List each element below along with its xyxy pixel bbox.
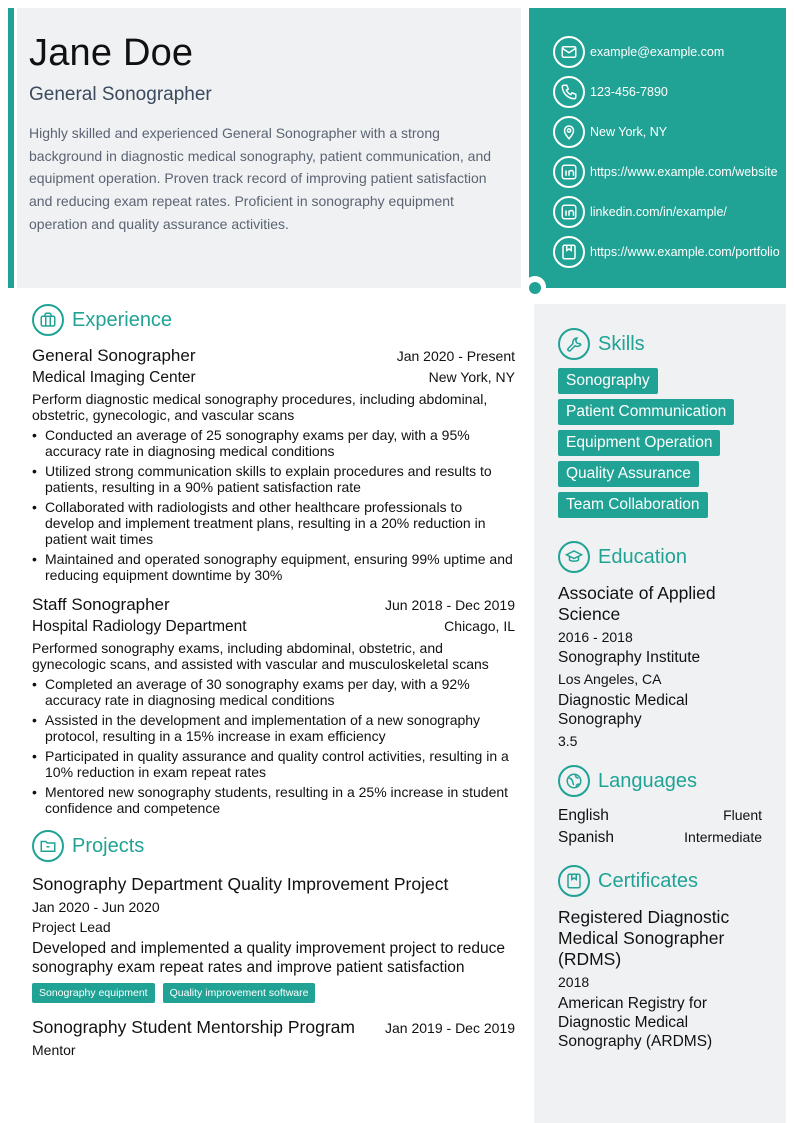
- project-dates: Jan 2019 - Dec 2019: [385, 1020, 515, 1036]
- email-icon: [553, 36, 585, 68]
- projects-heading: [32, 830, 515, 862]
- folder-icon: [32, 830, 64, 862]
- language-level: Fluent: [723, 807, 762, 823]
- experience-heading: [32, 304, 515, 336]
- contact-portfolio-text: https://www.example.com/portfolio: [590, 245, 780, 259]
- phone-icon: [553, 76, 585, 108]
- header-summary-panel: [17, 8, 521, 288]
- project-item: [32, 874, 515, 1003]
- skill-badge: Sonography: [558, 368, 658, 394]
- project-role: Project Lead: [32, 919, 111, 935]
- projects-title: Projects: [72, 834, 145, 857]
- job-dates: Jan 2020 - Present: [396, 348, 515, 364]
- list-item: • Mentored new sonography students, resulting in a 25% increase in student confidence and competence: [32, 784, 515, 816]
- certificates-heading: [558, 865, 762, 897]
- languages-title: Languages: [598, 769, 697, 792]
- list-item: • Conducted an average of 25 sonography exams per day, with a 95% accuracy rate in diagnosing medical conditions: [32, 427, 515, 459]
- contact-phone-text: 123-456-7890: [590, 85, 668, 99]
- contact-linkedin[interactable]: [529, 192, 786, 232]
- language-level: Intermediate: [684, 829, 762, 845]
- divider-dot: [524, 276, 546, 298]
- education-gpa: 3.5: [558, 733, 578, 749]
- contact-phone[interactable]: [529, 72, 786, 112]
- contact-website-text: https://www.example.com/website: [590, 165, 778, 179]
- skill-badge: Team Collaboration: [558, 492, 708, 518]
- job-title: General Sonographer: [32, 346, 196, 365]
- project-title: Sonography Student Mentorship Program: [32, 1017, 355, 1037]
- job-bullets: [32, 427, 515, 583]
- language-name: Spanish: [558, 829, 615, 846]
- contact-website[interactable]: [529, 152, 786, 192]
- contact-portfolio[interactable]: [529, 232, 786, 272]
- language-item: [558, 807, 762, 825]
- job-location: Chicago, IL: [444, 618, 515, 634]
- project-tag: Sonography equipment: [32, 983, 155, 1003]
- wrench-icon: [558, 328, 590, 360]
- linkedin-icon: [553, 156, 585, 188]
- list-item: • Assisted in the development and implementation of a new sonography protocol, resulting in a 15% increase in exam efficiency: [32, 712, 515, 744]
- project-item: [32, 1017, 515, 1058]
- job-description: Perform diagnostic medical sonography procedures, including abdominal, obstetric, gynecologic, and vascular scans: [32, 391, 488, 423]
- education-title: Education: [598, 545, 687, 568]
- contact-linkedin-text: linkedin.com/in/example/: [590, 205, 727, 219]
- certificate-org: American Registry for Diagnostic Medical Sonography (ARDMS): [558, 995, 713, 1050]
- experience-item: [32, 595, 515, 816]
- list-item: • Collaborated with radiologists and other healthcare professionals to develop and implement treatment plans, resulting in a 20% reduction in patient wait times: [32, 499, 515, 547]
- accent-bar: [8, 8, 14, 288]
- project-role: Mentor: [32, 1042, 76, 1058]
- job-company: Medical Imaging Center: [32, 369, 196, 386]
- education-major: Diagnostic Medical Sonography: [558, 692, 689, 728]
- candidate-role: General Sonographer: [29, 84, 212, 105]
- experience-item: [32, 346, 515, 583]
- language-item: [558, 829, 762, 847]
- project-description: Developed and implemented a quality improvement project to reduce sonography exam repeat rates and improve patient satisfaction: [32, 940, 506, 976]
- job-dates: Jun 2018 - Dec 2019: [385, 597, 515, 613]
- project-tags: [32, 983, 515, 1003]
- briefcase-icon: [32, 304, 64, 336]
- location-icon: [553, 116, 585, 148]
- skill-badge: Quality Assurance: [558, 461, 699, 487]
- candidate-name: Jane Doe: [29, 32, 194, 74]
- certificate-icon: [558, 865, 590, 897]
- list-item: • Completed an average of 30 sonography exams per day, with a 92% accuracy rate in diagnosing medical conditions: [32, 676, 515, 708]
- language-name: English: [558, 807, 609, 824]
- portfolio-icon: [553, 236, 585, 268]
- contact-email-text: example@example.com: [590, 45, 725, 59]
- main-column: [32, 304, 515, 1058]
- skills-title: Skills: [598, 332, 645, 355]
- job-company: Hospital Radiology Department: [32, 618, 247, 635]
- skill-badge: Equipment Operation: [558, 430, 720, 456]
- job-title: Staff Sonographer: [32, 595, 170, 614]
- job-bullets: [32, 676, 515, 816]
- list-item: • Maintained and operated sonography equipment, ensuring 99% uptime and reducing equipment downtime by 30%: [32, 551, 515, 583]
- skills-heading: [558, 328, 762, 360]
- globe-icon: [558, 765, 590, 797]
- list-item: • Participated in quality assurance and quality control activities, resulting in a 10% reduction in exam repeat rates: [32, 748, 515, 780]
- education-heading: [558, 541, 762, 573]
- contact-panel: [529, 8, 786, 288]
- education-location: Los Angeles, CA: [558, 671, 662, 687]
- certificates-title: Certificates: [598, 869, 699, 892]
- summary-text: Highly skilled and experienced General Sonographer with a strong background in diagnostic medical sonography, patient communication, and equipment operation. Proven track record of improving patient satisfaction and reducing exam repeat rates. Proficient in sonography equipment operation and quality assurance activities.: [29, 125, 492, 232]
- list-item: • Utilized strong communication skills to explain procedures and results to patients, resulting in a 90% patient satisfaction rate: [32, 463, 515, 495]
- job-location: New York, NY: [428, 369, 515, 385]
- project-title: Sonography Department Quality Improvement Project: [32, 874, 449, 894]
- contact-location: [529, 112, 786, 152]
- certificate-name: Registered Diagnostic Medical Sonographer (RDMS): [558, 907, 730, 969]
- education-school: Sonography Institute: [558, 649, 701, 666]
- contact-email[interactable]: [529, 32, 786, 72]
- project-tag: Quality improvement software: [163, 983, 316, 1003]
- project-dates: Jan 2020 - Jun 2020: [32, 899, 160, 915]
- languages-heading: [558, 765, 762, 797]
- skill-badge: Patient Communication: [558, 399, 734, 425]
- linkedin-icon: [553, 196, 585, 228]
- sidebar: [534, 304, 786, 1123]
- contact-location-text: New York, NY: [590, 125, 668, 139]
- certificate-year: 2018: [558, 974, 590, 990]
- job-description: Performed sonography exams, including abdominal, obstetric, and gynecologic scans, and assisted with vascular and musculoskeletal scans: [32, 640, 489, 672]
- graduation-cap-icon: [558, 541, 590, 573]
- experience-title: Experience: [72, 308, 173, 331]
- education-dates: 2016 - 2018: [558, 629, 633, 645]
- skills-list: [558, 368, 762, 523]
- education-degree: Associate of Applied Science: [558, 583, 716, 624]
